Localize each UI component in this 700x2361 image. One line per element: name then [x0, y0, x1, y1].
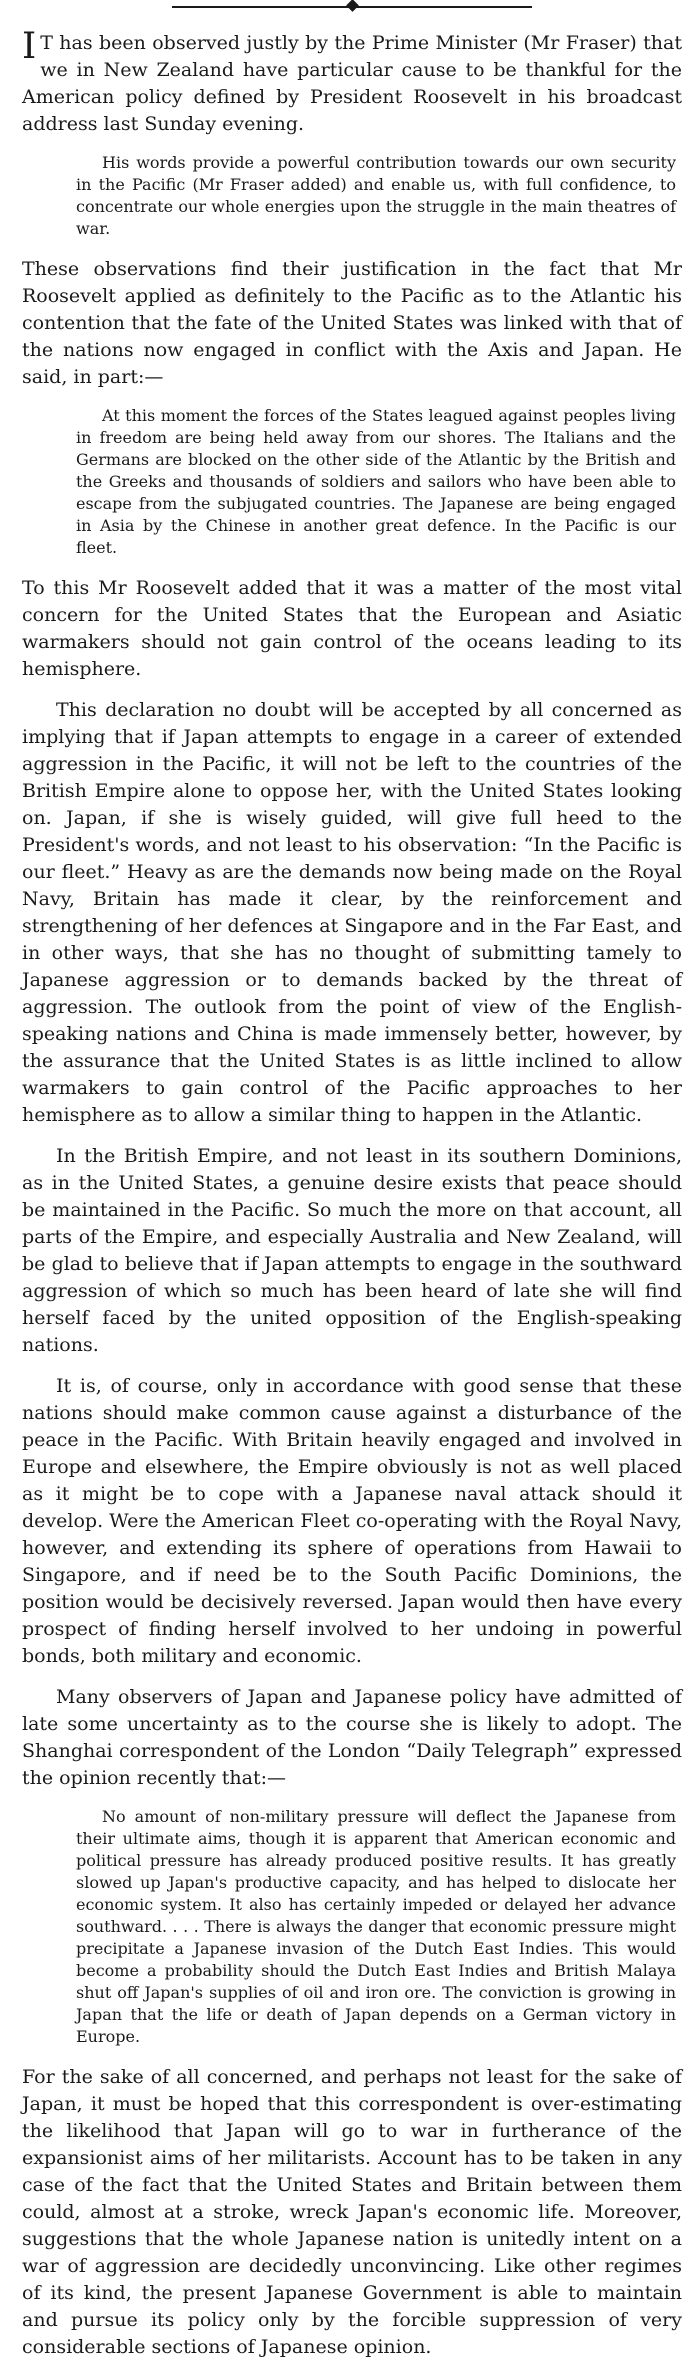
- quoted-passage-roosevelt: At this moment the forces of the States leagued against peoples living in freedom are being held away from our shores. The Italians and the Germans are blocked on the other side of the Atlantic by the British and the Greeks and thousands of soldiers and sailors who have been able to escape from the subjugated countries. The Japanese are being engaged in Asia by the Chinese in another great defence. In the Pacific is our fleet.: [76, 406, 676, 557]
- quoted-passage-telegraph: No amount of non-military pressure will deflect the Japanese from their ultimate aims, though it is apparent that American economic and political pressure has already produced positive results. It has greatly slowed up Japan's productive capacity, and has helped to dislocate her economic system. It also has certainly impeded or delayed her advance southward. . . . There is always the danger that economic pressure might precipitate a Japanese invasion of the Dutch East Indies. This would become a probability should the Dutch East Indies and British Malaya shut off Japan's supplies of oil and iron ore. The conviction is growing in Japan that the life or death of Japan depends on a German victory in Europe.: [76, 1807, 676, 2046]
- lead-paragraph: IT has been observed justly by the Prime Minister (Mr Fraser) that we in New Zealand have particular cause to be thankful for the American policy defined by President Roosevelt in his broadcast address last Sunday evening.: [22, 26, 682, 135]
- body-paragraph: In the British Empire, and not least in its southern Dominions, as in the United States, a genuine desire exists that peace should be maintained in the Pacific. So much the more on that account, all parts of the Empire, and especially Australia and New Zealand, will be glad to believe that if Japan attempts to engage in the southward aggression of which so much has been heard of late she will find herself faced by the united opposition of the English-speaking nations.: [22, 1145, 682, 1356]
- column-ornament: [22, 0, 682, 14]
- body-paragraph: These observations find their justification in the fact that Mr Roosevelt applied as definitely to the Pacific as to the Atlantic his contention that the fate of the United States was linked with that of the nations now engaged in conflict with the Axis and Japan. He said, in part:—: [22, 258, 682, 388]
- body-paragraph: Many observers of Japan and Japanese policy have admitted of late some uncertainty as to the course she is likely to adopt. The Shanghai correspondent of the London “Daily Telegraph” expressed the opinion recently that:—: [22, 1686, 682, 1789]
- ornament-diamond-icon: [346, 0, 359, 12]
- body-paragraph: This declaration no doubt will be accepted by all concerned as implying that if Japan attempts to engage in a career of extended aggression in the Pacific, it will not be left to the countries of the British Empire alone to oppose her, with the United States looking on. Japan, if she is wisely guided, will give full heed to the President's words, and not least to his observation: “In the Pacific is our fleet.” Heavy as are the demands now being made on the Royal Navy, Britain has made it clear, by the reinforcement and strengthening of her defences at Singapore and in the Far East, and in other ways, that she has no thought of submitting tamely to Japanese aggression or to demands backed by the threat of aggression. The outlook from the point of view of the English-speaking nations and China is made immensely better, however, by the assurance that the United States is as little inclined to allow warmakers to gain control of the Pacific approaches to her hemisphere as to allow a similar thing to happen in the Atlantic.: [22, 699, 682, 1126]
- body-paragraph: It is, of course, only in accordance with good sense that these nations should make common cause against a disturbance of the peace in the Pacific. With Britain heavily engaged and involved in Europe and elsewhere, the Empire obviously is not as well placed as it might be to cope with a Japanese naval attack should it develop. Were the American Fleet co-operating with the Royal Navy, however, and extending its sphere of operations from Hawaii to Singapore, and if need be to the South Pacific Dominions, the position would be decisively reversed. Japan would then have every prospect of finding herself involved to her undoing in powerful bonds, both military and economic.: [22, 1375, 682, 1667]
- newspaper-column: [22, 0, 682, 2358]
- quoted-passage-fraser: His words provide a powerful contribution towards our own security in the Pacific (Mr Fraser added) and enable us, with full confidence, to concentrate our whole energies upon the struggle in the main theatres of war.: [76, 153, 676, 238]
- closing-paragraph: For the sake of all concerned, and perhaps not least for the sake of Japan, it must be hoped that this correspondent is over-estimating the likelihood that Japan will go to war in furtherance of the expansionist aims of her militarists. Account has to be taken in any case of the fact that the United States and Britain between them could, almost at a stroke, wreck Japan's economic life. Moreover, suggestions that the whole Japanese nation is unitedly intent on a war of aggression are decidedly unconvincing. Like other regimes of its kind, the present Japanese Government is able to maintain and pursue its policy only by the forcible suppression of very considerable sections of Japanese opinion.: [22, 2066, 682, 2358]
- body-paragraph: To this Mr Roosevelt added that it was a matter of the most vital concern for the United States that the European and Asiatic warmakers should not gain control of the oceans leading to its hemisphere.: [22, 577, 682, 680]
